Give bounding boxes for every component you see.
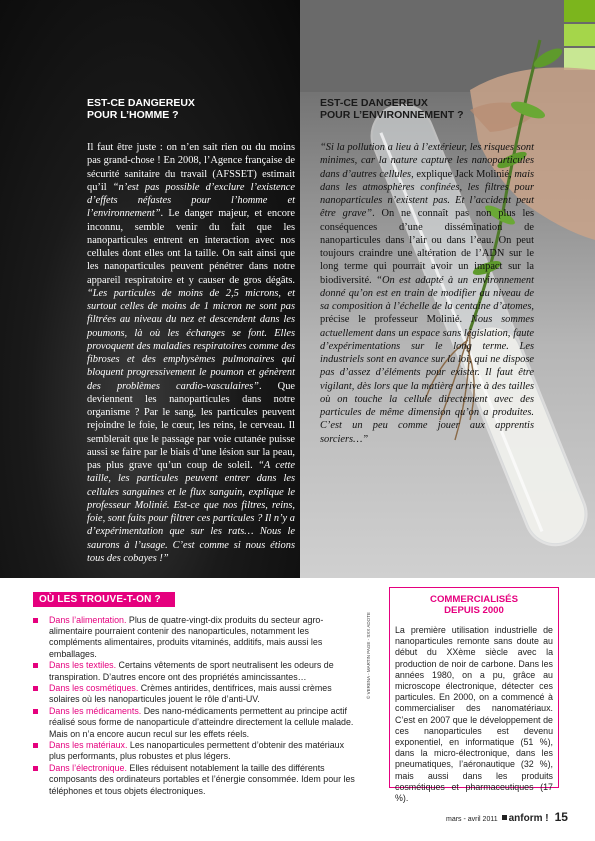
item-label: Dans les textiles. xyxy=(49,660,117,671)
bullet-square-icon xyxy=(33,663,38,668)
page-footer xyxy=(446,808,568,826)
page-number: 15 xyxy=(554,810,568,824)
item-label: Dans les médicaments. xyxy=(49,706,142,717)
right-column-heading xyxy=(320,98,534,121)
where-found-title: OÙ LES TROUVE-T-ON ? xyxy=(33,592,175,607)
magazine-brand: anform ! xyxy=(508,813,549,824)
quote-text: “A cette taille, les particules peuvent entrer dans les cellules sanguines et le flux sanguin, explique le professeur Molinié. Est-ce que nos filtres, reins, foie, sont faits pour filtrer ces particules ? Il n’y a d’expérimentation que sur les rats… Nous le saurons à l’usage. C’est comme si nous étions tous des cobayes !” xyxy=(87,460,295,564)
right-article-column xyxy=(320,98,534,446)
quote-text: Nous sommes actuellement dans un espace sans législation, faute d’expérimentations sur le long terme. Les industriels sont en avance sur la loi, qui ne dispose pas d’assez d’éléments pour exister. Il faut être vigilant, dès lors que la matière arrive à des tailles où on touche la cellule directement avec des particules de même dimension qu’on a produites. C’est un peu comme jouer aux apprentis sorciers…” xyxy=(320,314,534,445)
quote-text: “n’est pas possible d’exclure l’existence d’effets néfastes pour l’homme et l’environnement” xyxy=(87,181,296,220)
item-text: Les nanoparticules permettent d’obtenir des matériaux plus performants, plus robustes et plus légers. xyxy=(49,740,345,762)
where-found-list xyxy=(33,615,360,797)
body-text: . Que deviennent les nanoparticules dans notre organisme ? Par le sang, les particules peuvent rejoindre le foie, le cœur, les reins, le cerveau. Il semblerait que le passage par voie cutanée puisse aussi se faire par le biais d’une lésion sur la peau, pas plus grave qu’un coup de soleil. xyxy=(87,380,295,471)
left-heading-line-1: EST-CE DANGEREUX xyxy=(87,97,195,109)
item-text: Plus de quatre-vingt-dix produits du secteur agro-alimentaire pourraient contenir des nanoparticules, notamment les compléments alimentaires, produits vitaminés, additifs, mais aussi les emballages. xyxy=(49,615,324,659)
right-column-body xyxy=(320,141,534,446)
body-text: . On ne connaît pas non plus les conséquences d’une dissémination de nanoparticules dans l’air ou dans l’eau. On peut toujours craindre une altération de l’ADN sur le long terme qui pourrait avoir un impact sur la biodiversité. xyxy=(320,208,534,286)
bullet-square-icon xyxy=(33,686,38,691)
list-item xyxy=(33,660,360,682)
item-label: Dans l’électronique. xyxy=(49,763,127,774)
bullet-square-icon xyxy=(33,743,38,748)
list-item xyxy=(33,615,360,660)
item-text: Certains vêtements de sport neutralisent les odeurs de transpiration. D’autres encore ont des propriétés amincissantes… xyxy=(49,660,334,682)
where-found-box xyxy=(33,589,360,797)
issue-date: mars - avril 2011 xyxy=(446,816,498,823)
item-text: Des nano-médicaments permettent au principe actif réalisé sous forme de nanoparticule d’atteindre directement la cellule malade. Mais on n’a encore aucun recul sur les effets réels. xyxy=(49,706,354,739)
body-text: Il faut être juste : on n’en sait rien ou du moins pas grand-chose ! En 2008, l’Agence française de sécurité sanitaire du travail (AFSSET) estimait qu’il xyxy=(87,142,295,193)
body-text: . Le danger majeur, et encore inconnu, semble venir du fait que les nanoparticules entrent en interaction avec nos cellules dont elles ont la taille. On sait ainsi que les nanoparticules peuvent pénétrer dans notre appareil respiratoire et y causer de gros dégâts. xyxy=(87,208,295,286)
item-text: Elles réduisent notablement la taille des différents composants des ordinateurs portables et l’énergie consommée. Idem pour les téléphones et tous objets électroniques. xyxy=(49,763,355,796)
quote-text: “On est adapté à un environnement donné qu’on est en train de modifier au niveau de sa composition à l’échelle de la centaine d’atomes, xyxy=(320,274,534,312)
left-column-body xyxy=(87,141,295,565)
square-separator-icon xyxy=(502,815,507,820)
commercialised-title-line-1: COMMERCIALISÉS xyxy=(430,594,518,605)
quote-text: mais dans les atmosphères confinées, les filtres pour nanoparticules n’existent pas. Et l’accident peut être grave” xyxy=(320,168,535,220)
left-heading-line-2: POUR L’HOMME ? xyxy=(87,108,179,121)
item-label: Dans les matériaux. xyxy=(49,740,128,751)
right-heading-line-1: EST-CE DANGEREUX xyxy=(320,97,428,109)
commercialised-text: La première utilisation industrielle de nanoparticules remonte sans doute au début du XXème siècle avec la production de noir de carbone. Dans les années 1980, on a pu, grâce au microscope électronique, détecter ces particules. En 2000, on a commencé à commercialiser des nanomatériaux. C’est en 2007 que le développement de ces nanoparticules est devenu exponentiel, en informatique (51 %), dans la micro-électronique, dans les pneumatiques, l’aéronautique (32 %), mais aussi dans les produits cosmétiques et pharmaceutiques (17 %). xyxy=(395,625,553,804)
body-text: précise le professeur Molinié. xyxy=(320,314,471,326)
bullet-square-icon xyxy=(33,618,38,623)
item-text: Crèmes antirides, dentifrices, mais aussi crèmes solaires où les nanoparticules jouent le rôle d’anti-UV. xyxy=(49,683,332,705)
list-item xyxy=(33,740,360,762)
bullet-square-icon xyxy=(33,709,38,714)
body-text: explique Jack Molinié, xyxy=(413,168,515,180)
commercialised-box xyxy=(389,587,559,804)
left-column-heading xyxy=(87,98,295,121)
commercialised-title xyxy=(395,594,553,616)
left-article-column xyxy=(87,98,295,565)
commercialised-title-line-2: DEPUIS 2000 xyxy=(444,605,504,616)
list-item xyxy=(33,683,360,705)
photo-credit: © VERENA - MARTIN PAGE - SXX ADOTE xyxy=(366,612,371,699)
quote-text: “Si la pollution a lieu à l’extérieur, les risques sont minimes, car la nature capture les nanoparticules dans d’autres cellules, xyxy=(320,142,534,180)
list-item xyxy=(33,763,360,797)
bullet-square-icon xyxy=(33,766,38,771)
list-item xyxy=(33,706,360,740)
item-label: Dans l’alimentation. xyxy=(49,615,127,625)
item-label: Dans les cosmétiques. xyxy=(49,683,139,694)
right-heading-line-2: POUR L’ENVIRONNEMENT ? xyxy=(320,108,464,121)
quote-text: “Les particules de moins de 2,5 microns, et surtout celles de moins de 1 micron ne sont pas filtrées au niveau du nez et descendent dans les poumons, là où les échanges se font. Elles provoquent des maladies respiratoires comme des fibroses et des emphysèmes pulmonaires qui bloquent progressivement le poumon et génèrent des problèmes cardio-vasculaires” xyxy=(87,287,295,392)
